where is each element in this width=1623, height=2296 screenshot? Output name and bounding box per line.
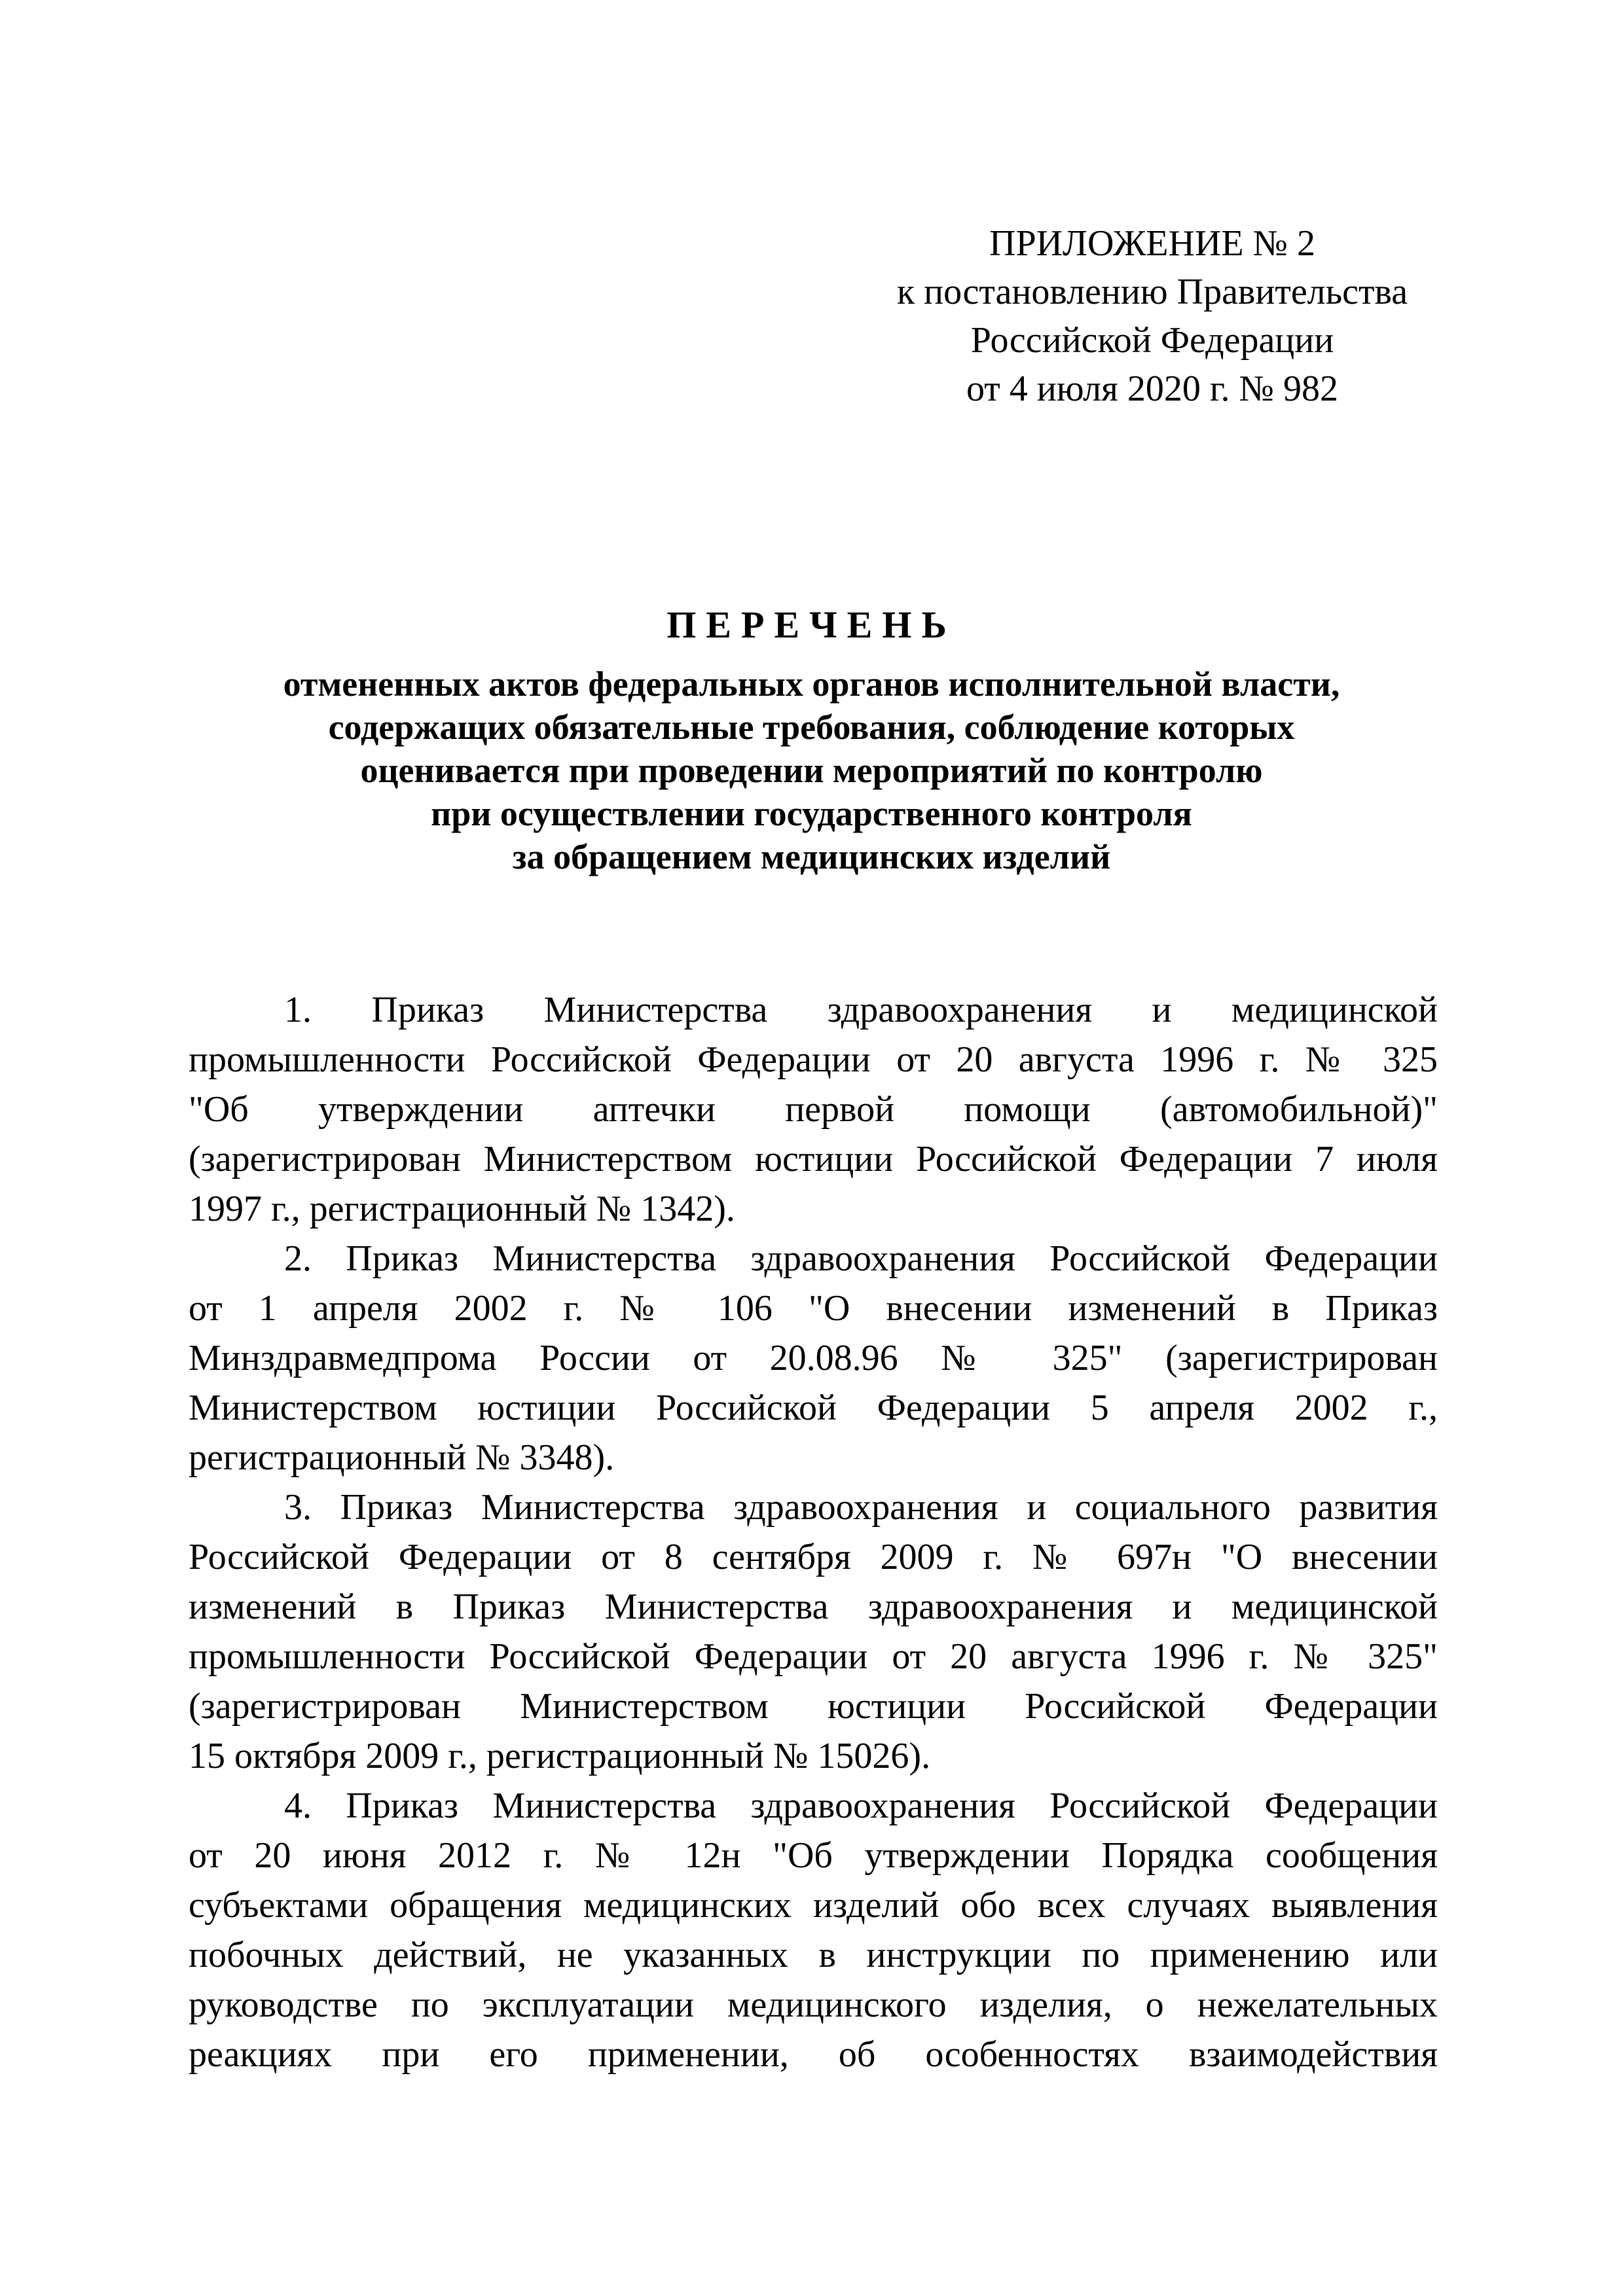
list-item: [189, 985, 1438, 1234]
item-line: Министерством юстиции Российской Федерации 5 апреля 2002 г.,: [189, 1388, 1438, 1428]
list-item: [189, 1482, 1438, 1781]
annex-number: ПРИЛОЖЕНИЕ № 2: [989, 223, 1315, 264]
item-line: 3. Приказ Министерства здравоохранения и социального развития: [284, 1487, 1438, 1528]
item-line: "Об утверждении аптечки первой помощи (автомобильной)": [189, 1089, 1438, 1130]
item-line: промышленности Российской Федерации от 20 августа 1996 г. № 325": [189, 1636, 1438, 1677]
annex-header: [838, 219, 1467, 413]
item-line: 4. Приказ Министерства здравоохранения Российской Федерации: [284, 1785, 1438, 1826]
item-line: побочных действий, не указанных в инструкции по применению или: [189, 1935, 1438, 1975]
list-item: [189, 1234, 1438, 1482]
item-line: Минздравмедпрома России от 20.08.96 № 325" (зарегистрирован: [189, 1338, 1438, 1378]
subtitle-line: за обращением медицинских изделий: [512, 837, 1111, 876]
document-subtitle: [0, 662, 1623, 878]
annex-date-number: от 4 июля 2020 г. № 982: [966, 368, 1338, 409]
document-title: ПЕРЕЧЕНЬ: [666, 603, 957, 646]
item-line: Российской Федерации от 8 сентября 2009 г. № 697н "О внесении: [189, 1537, 1438, 1577]
item-line: изменений в Приказ Министерства здравоохранения и медицинской: [189, 1587, 1438, 1627]
annex-authority: Российской Федерации: [970, 320, 1334, 361]
subtitle-line: содержащих обязательные требования, соблюдение которых: [328, 708, 1295, 747]
item-line: (зарегистрирован Министерством юстиции Российской Федерации 7 июля: [189, 1139, 1438, 1179]
item-line: промышленности Российской Федерации от 20 августа 1996 г. № 325: [189, 1039, 1438, 1080]
item-line: руководстве по эксплуатации медицинского изделия, о нежелательных: [189, 1984, 1438, 2025]
item-line: реакциях при его применении, об особенностях взаимодействия: [189, 2034, 1438, 2075]
subtitle-line: при осуществлении государственного контроля: [431, 794, 1192, 833]
item-line: 1997 г., регистрационный № 1342).: [189, 1189, 735, 1229]
item-line: от 1 апреля 2002 г. № 106 "О внесении изменений в Приказ: [189, 1288, 1438, 1329]
item-line: 1. Приказ Министерства здравоохранения и медицинской: [284, 990, 1438, 1030]
subtitle-line: оценивается при проведении мероприятий по контролю: [360, 751, 1263, 790]
item-line: (зарегистрирован Министерством юстиции Российской Федерации: [189, 1686, 1438, 1727]
item-line: субъектами обращения медицинских изделий обо всех случаях выявления: [189, 1885, 1438, 1926]
annex-reference: к постановлению Правительства: [896, 272, 1408, 312]
subtitle-line: отмененных актов федеральных органов исполнительной власти,: [283, 664, 1340, 704]
list-item: [189, 1781, 1438, 2079]
item-line: регистрационный № 3348).: [189, 1437, 615, 1478]
item-line: 2. Приказ Министерства здравоохранения Российской Федерации: [284, 1238, 1438, 1279]
document-body: [189, 985, 1438, 2079]
item-line: 15 октября 2009 г., регистрационный № 15026).: [189, 1736, 931, 1776]
item-line: от 20 июня 2012 г. № 12н "Об утверждении Порядка сообщения: [189, 1835, 1438, 1876]
